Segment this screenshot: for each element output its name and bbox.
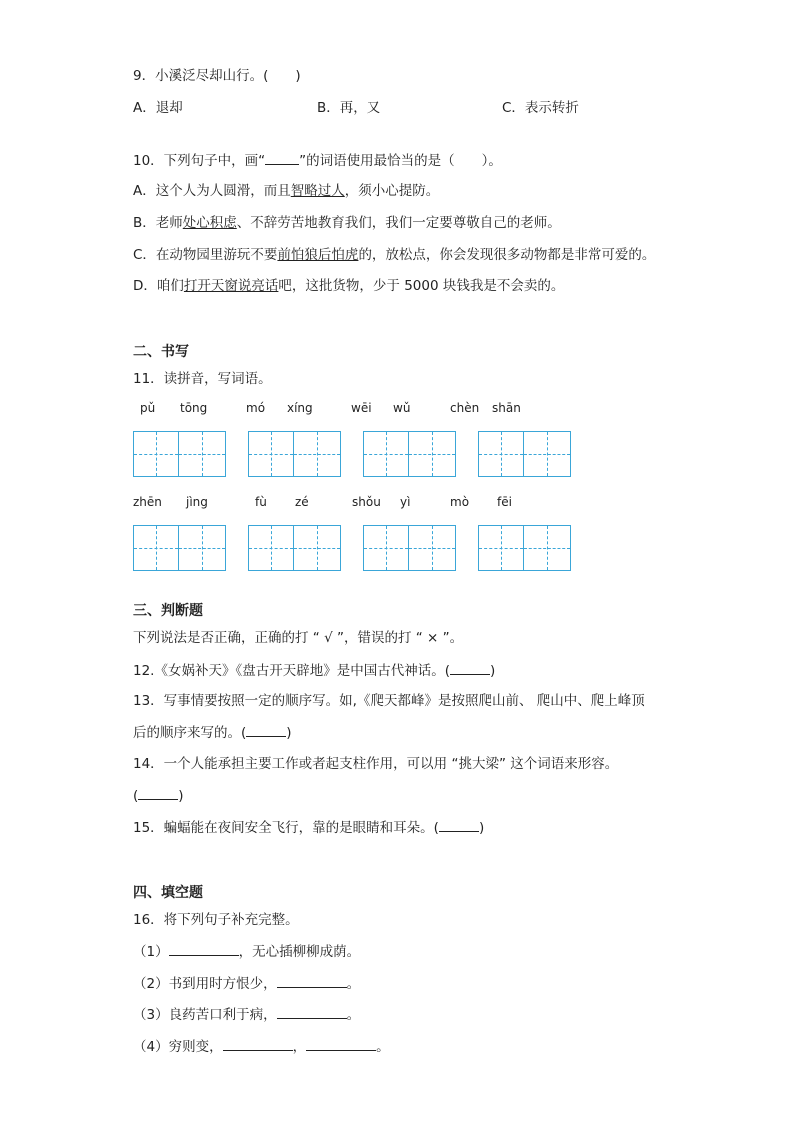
q15: 15．蝙蝠能在夜间安全飞行，靠的是眼睛和耳朵。( )	[133, 817, 484, 838]
q16-stem: 16．将下列句子补充完整。	[133, 912, 299, 928]
writing-grid[interactable]	[248, 431, 341, 477]
q14-line1: 14．一个人能承担主要工作或者起支柱作用，可以用 “挑大梁” 这个词语来形容。	[133, 756, 619, 772]
section-3-instruction: 下列说法是否正确，正确的打 “ √ ”，错误的打 “ × ”。	[133, 630, 464, 646]
writing-grid[interactable]	[478, 431, 571, 477]
q10-option-b: B．老师处心积虑、不辞劳苦地教育我们，我们一定要尊敬自己的老师。	[133, 215, 561, 231]
fill-blank[interactable]	[223, 1036, 293, 1051]
pinyin: shǒu	[352, 495, 381, 509]
writing-grid[interactable]	[478, 525, 571, 571]
fill-blank[interactable]	[169, 941, 239, 956]
q13-line1: 13．写事情要按照一定的顺序写。如,《爬天都峰》是按照爬山前、 爬山中、爬上峰顶	[133, 693, 645, 709]
pinyin: pǔ	[140, 401, 156, 415]
writing-grid[interactable]	[133, 431, 226, 477]
pinyin: fēi	[497, 495, 512, 509]
q9-option-b: B．再，又	[317, 100, 381, 116]
pinyin: yì	[400, 495, 411, 509]
fill-blank[interactable]	[277, 1004, 347, 1019]
q11-stem: 11．读拼音，写词语。	[133, 371, 272, 387]
section-2-heading: 二、书写	[133, 344, 189, 360]
pinyin: zé	[295, 495, 309, 509]
writing-grid[interactable]	[363, 431, 456, 477]
answer-blank[interactable]	[138, 785, 178, 800]
pinyin: chèn	[450, 401, 480, 415]
fill-blank[interactable]	[277, 973, 347, 988]
q10-stem: 10．下列句子中，画“ ”的词语使用最恰当的是（ ）。	[133, 150, 502, 171]
pinyin: shān	[492, 401, 521, 415]
pinyin: wēi	[351, 401, 372, 415]
fill-blank[interactable]	[306, 1036, 376, 1051]
answer-blank[interactable]	[450, 660, 490, 675]
pinyin: xíng	[287, 401, 313, 415]
q9-option-a: A．退却	[133, 100, 183, 116]
q16-item-4: （4）穷则变， ， 。	[133, 1036, 390, 1057]
q10-underline-sample	[265, 150, 299, 165]
q10-option-c: C．在动物园里游玩不要前怕狼后怕虎的，放松点，你会发现很多动物都是非常可爱的。	[133, 247, 656, 263]
pinyin: fù	[255, 495, 267, 509]
answer-blank[interactable]	[439, 817, 479, 832]
writing-grid[interactable]	[363, 525, 456, 571]
q9-option-c: C．表示转折	[502, 100, 579, 116]
q16-item-1: （1） ，无心插柳柳成荫。	[133, 941, 360, 962]
pinyin: wǔ	[393, 401, 411, 415]
q10-option-a: A．这个人为人圆滑，而且智略过人，须小心提防。	[133, 183, 440, 199]
answer-blank[interactable]	[246, 722, 286, 737]
q13-line2: 后的顺序来写的。( )	[133, 722, 292, 743]
q14-line2: ( )	[133, 785, 184, 806]
writing-grid[interactable]	[133, 525, 226, 571]
q10-option-d: D．咱们打开天窗说亮话吧，这批货物，少于 5000 块钱我是不会卖的。	[133, 278, 565, 294]
q16-item-3: （3）良药苦口利于病， 。	[133, 1004, 360, 1025]
pinyin: zhēn	[133, 495, 162, 509]
pinyin: mó	[246, 401, 266, 415]
pinyin: jìng	[186, 495, 208, 509]
q12: 12.《女娲补天》《盘古开天辟地》是中国古代神话。( )	[133, 660, 495, 681]
q9-stem: 9．小溪泛尽却山行。( )	[133, 68, 301, 84]
q16-item-2: （2）书到用时方恨少， 。	[133, 973, 360, 994]
pinyin: tōng	[180, 401, 208, 415]
pinyin: mò	[450, 495, 470, 509]
writing-grid[interactable]	[248, 525, 341, 571]
section-3-heading: 三、判断题	[133, 603, 203, 619]
section-4-heading: 四、填空题	[133, 885, 203, 901]
